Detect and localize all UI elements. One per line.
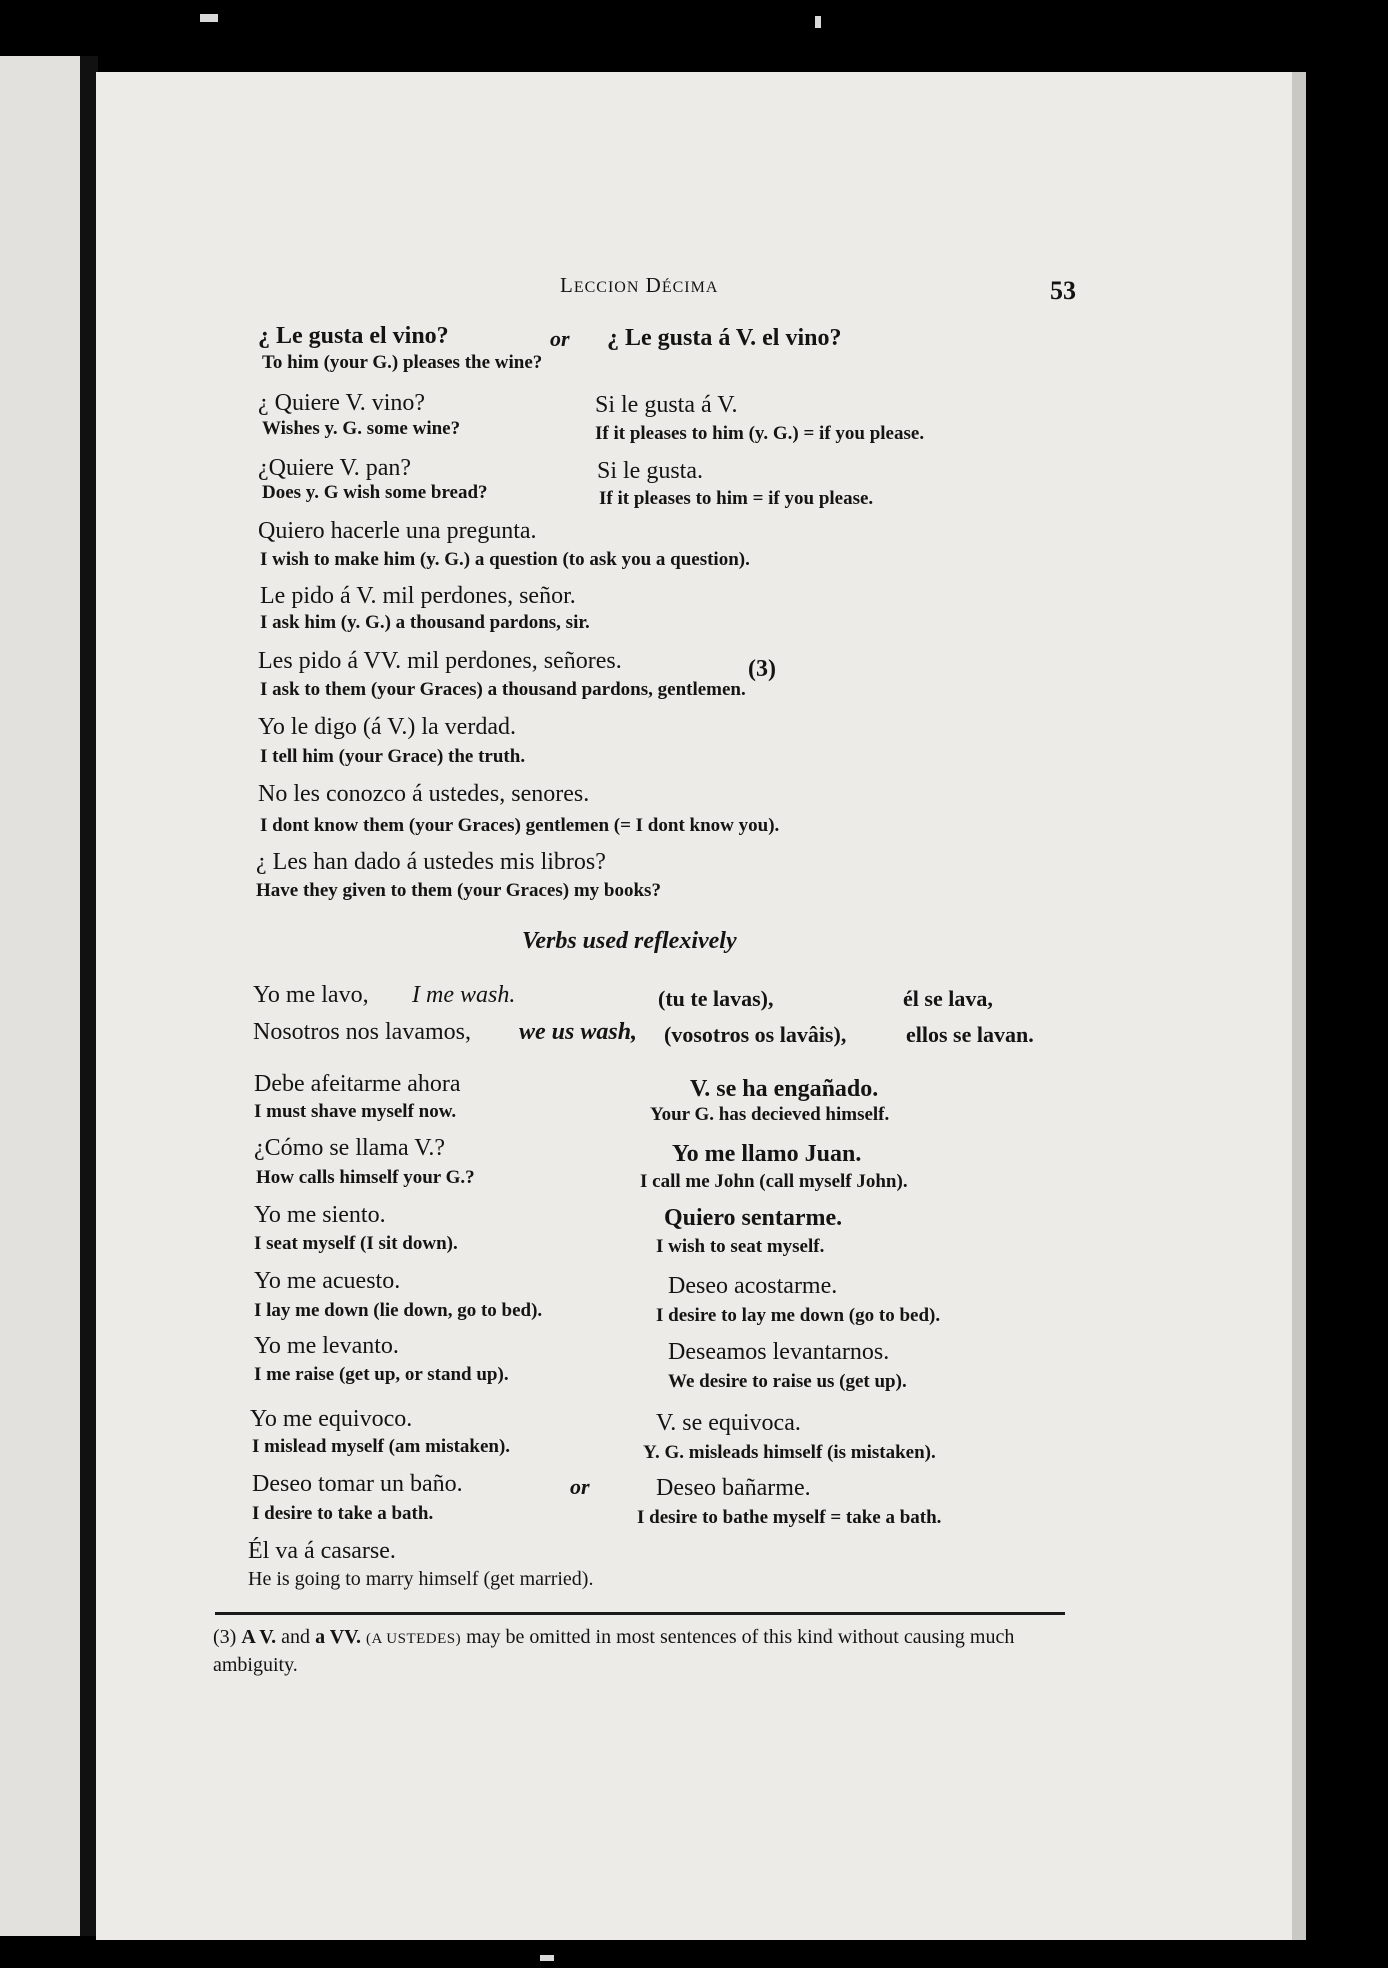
example-en: To him (your G.) pleases the wine? — [262, 352, 543, 373]
example-en: I ask him (y. G.) a thousand pardons, sir. — [260, 612, 590, 633]
example-en-right: If it pleases to him (y. G.) = if you please. — [595, 423, 925, 444]
reflexive-left-es: Yo me acuesto. — [254, 1268, 401, 1294]
reflexive-left-es: Yo me siento. — [254, 1202, 386, 1228]
reflexive-right-es: Deseo bañarme. — [656, 1475, 811, 1501]
example-es: Quiero hacerle una pregunta. — [258, 518, 537, 544]
left-page-edge — [0, 56, 80, 1936]
reflexive-right-en: I desire to bathe myself = take a bath. — [637, 1507, 942, 1528]
reflexive-right-en: I wish to seat myself. — [656, 1236, 825, 1257]
example-es: ¿ Les han dado á ustedes mis libros? — [256, 849, 606, 875]
example-es-right: Si le gusta á V. — [595, 392, 738, 418]
reflexive-right-es: Deseo acostarme. — [668, 1273, 838, 1299]
bottom-border — [96, 1940, 1306, 1968]
reflexive-left-en: I mislead myself (am mistaken). — [252, 1436, 511, 1457]
scan-speck — [540, 1955, 554, 1961]
example-en: Does y. G wish some bread? — [262, 482, 488, 503]
reflexive-right-en: Your G. has decieved himself. — [650, 1104, 890, 1125]
reflexive-right-en: I call me John (call myself John). — [640, 1171, 908, 1192]
running-header: LECCION DÉCIMA — [560, 273, 719, 297]
example-es: Le pido á V. mil perdones, señor. — [260, 583, 576, 609]
or-label: or — [570, 1474, 590, 1499]
reflexive-right-es: V. se equivoca. — [656, 1410, 801, 1436]
example-en: I dont know them (your Graces) gentlemen (= I dont know you). — [260, 815, 780, 836]
example-en: I wish to make him (y. G.) a question (to ask you a question). — [260, 549, 750, 570]
footnote-text: may be omitted in most sentences of this kind without causing much ambiguity. — [213, 1626, 1015, 1676]
reflexive-left-es: Yo me equivoco. — [250, 1406, 413, 1432]
example-es: Les pido á VV. mil perdones, señores. — [258, 648, 622, 674]
reflexive-left-en: How calls himself your G.? — [256, 1167, 475, 1188]
conjugation-third: ellos se lavan. — [906, 1022, 1034, 1047]
or-label: or — [550, 326, 570, 351]
conjugation-literal: I me wash. — [412, 982, 516, 1008]
reflexive-left-es: Debe afeitarme ahora — [254, 1071, 461, 1097]
footnote-av: A V. — [241, 1626, 277, 1648]
example-es: No les conozco á ustedes, senores. — [258, 781, 590, 807]
reflexive-right-es: V. se ha engañado. — [690, 1076, 879, 1102]
reflexive-left-en: I seat myself (I sit down). — [254, 1233, 458, 1254]
conjugation-alt: (vosotros os lavâis), — [664, 1022, 847, 1047]
example-es: ¿Quiere V. pan? — [258, 455, 412, 481]
example-en: Wishes y. G. some wine? — [262, 418, 461, 439]
reflexive-right-en: Y. G. misleads himself (is mistaken). — [643, 1442, 936, 1463]
conjugation-es: Nosotros nos lavamos, — [253, 1019, 471, 1045]
footnote-rule — [215, 1612, 1065, 1615]
last-example-es: Él va á casarse. — [248, 1538, 396, 1564]
footnote-reference: (3) — [748, 656, 776, 682]
page-edge-shadow — [1292, 72, 1306, 1942]
reflexive-right-es: Deseamos levantarnos. — [668, 1339, 890, 1365]
page-number: 53 — [1050, 276, 1076, 305]
conjugation-third: él se lava, — [903, 986, 993, 1011]
footnote — [213, 1624, 1063, 1678]
example-es-right: Si le gusta. — [597, 458, 703, 484]
section-heading: Verbs used reflexively — [522, 928, 737, 954]
example-es: Yo le digo (á V.) la verdad. — [258, 714, 516, 740]
last-example-en: He is going to marry himself (get married). — [248, 1568, 594, 1590]
example-es: ¿ Quiere V. vino? — [258, 390, 426, 416]
scan-speck — [815, 16, 821, 28]
reflexive-right-es: Yo me llamo Juan. — [672, 1141, 862, 1167]
reflexive-right-es: Quiero sentarme. — [664, 1205, 843, 1231]
reflexive-left-es: Yo me levanto. — [254, 1333, 399, 1359]
example-es-alt: ¿ Le gusta á V. el vino? — [607, 325, 842, 351]
example-en-right: If it pleases to him = if you please. — [599, 488, 874, 509]
reflexive-left-en: I must shave myself now. — [254, 1101, 457, 1122]
reflexive-left-en: I lay me down (lie down, go to bed). — [254, 1300, 543, 1321]
example-en: I ask to them (your Graces) a thousand pardons, gentlemen. — [260, 679, 746, 700]
footnote-avv: a VV. — [315, 1626, 362, 1648]
reflexive-left-es: Deseo tomar un baño. — [252, 1471, 463, 1497]
conjugation-alt: (tu te lavas), — [658, 986, 774, 1011]
reflexive-left-es: ¿Cómo se llama V.? — [254, 1135, 446, 1161]
reflexive-left-en: I me raise (get up, or stand up). — [254, 1364, 509, 1385]
example-en: Have they given to them (your Graces) my books? — [256, 880, 661, 901]
conjugation-literal: we us wash, — [519, 1019, 638, 1045]
footnote-and: and — [281, 1626, 311, 1648]
example-en: I tell him (your Grace) the truth. — [260, 746, 526, 767]
example-es: ¿ Le gusta el vino? — [258, 323, 449, 349]
footnote-paren: (A USTEDES) — [366, 1631, 462, 1647]
footnote-mark: (3) — [213, 1626, 237, 1648]
scan-speck — [200, 14, 218, 22]
conjugation-es: Yo me lavo, — [253, 982, 369, 1008]
reflexive-right-en: I desire to lay me down (go to bed). — [656, 1305, 941, 1326]
reflexive-right-en: We desire to raise us (get up). — [668, 1371, 907, 1392]
reflexive-left-en: I desire to take a bath. — [252, 1503, 434, 1524]
